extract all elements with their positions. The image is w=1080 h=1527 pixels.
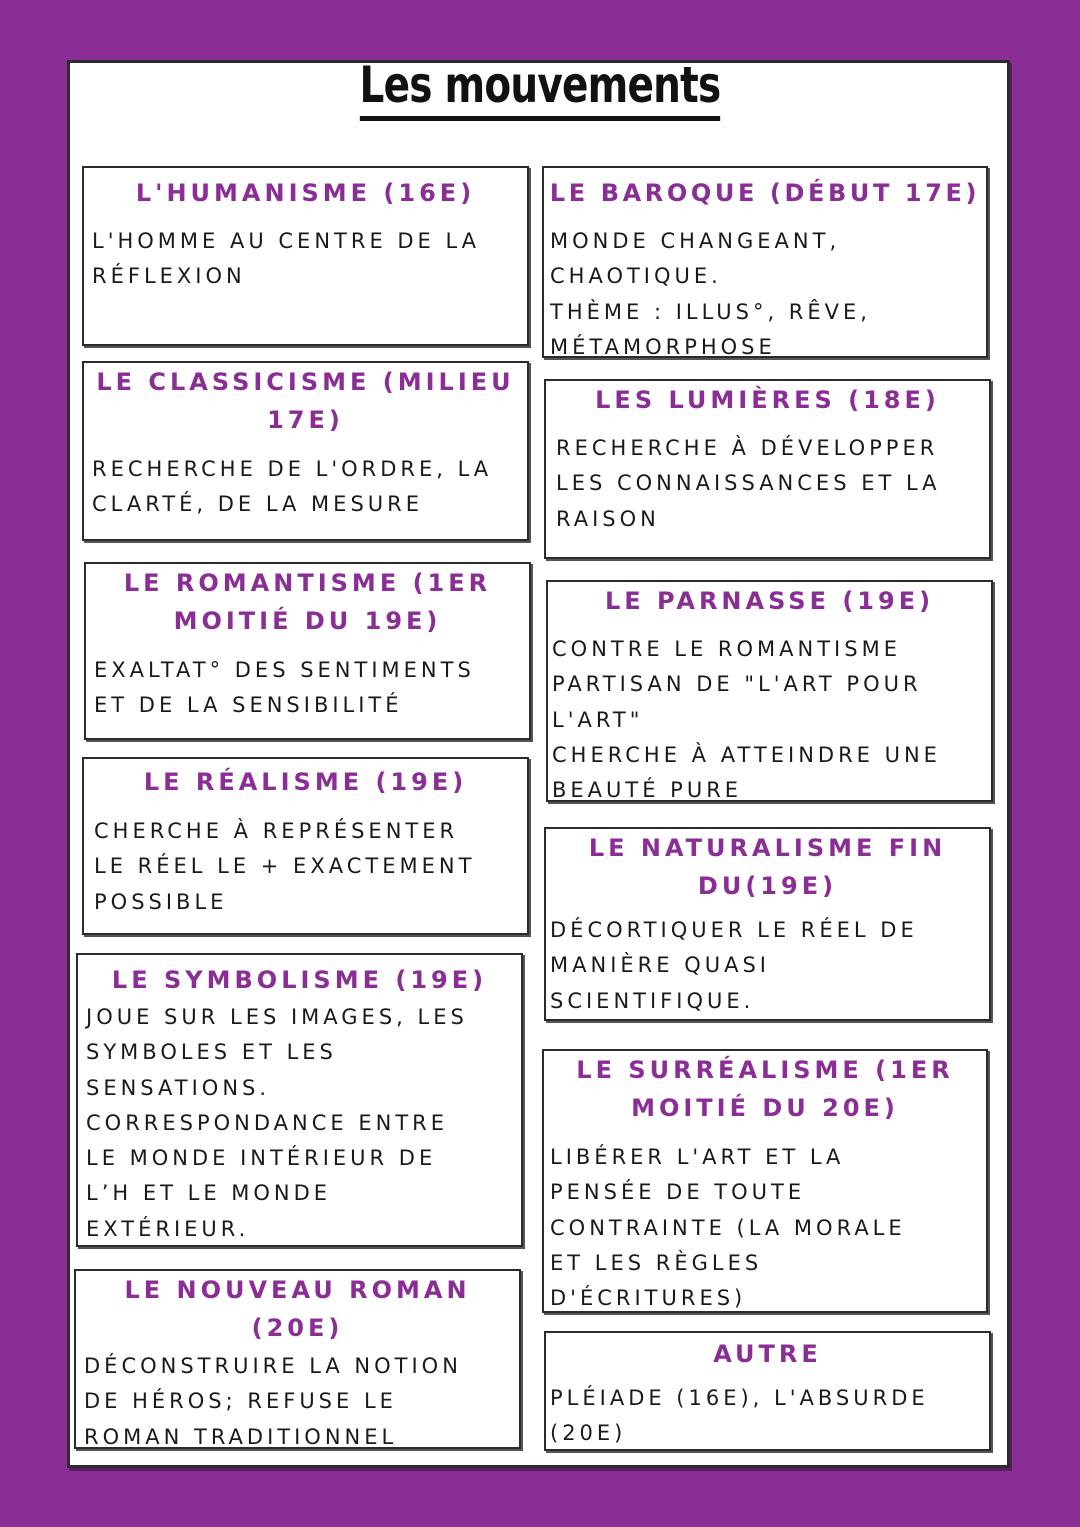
card-surrealisme [542,1049,988,1313]
card-lumieres [544,379,991,559]
card-classicisme [82,361,529,541]
card-heading: LES LUMIÈRES (18E) [595,386,940,414]
card-body: MONDE CHANGEANT, CHAOTIQUE. THÈME : ILLUS°, RÊVE, MÉTAMORPHOSE [550,229,871,358]
card-heading: LE NATURALISME FIN DU(19E) [588,834,947,900]
card-heading: LE SYMBOLISME (19E) [111,966,488,994]
card-heading: L'HUMANISME (16E) [135,179,476,207]
card-body: L'HOMME AU CENTRE DE LA RÉFLEXION [92,229,481,289]
card-nouveau-roman [74,1269,521,1449]
card-heading: LE ROMANTISME (1ER MOITIÉ DU 19E) [123,569,492,635]
card-body: RECHERCHE À DÉVELOPPER LES CONNAISSANCES ET LA RAISON [556,436,941,531]
card-body: PLÉIADE (16E), L'ABSURDE (20E) [550,1386,929,1446]
card-realisme [82,757,529,935]
page-title-text: Les mouvements [360,54,721,121]
card-baroque [542,166,988,358]
card-heading: LE CLASSICISME (MILIEU 17E) [96,368,515,434]
card-body: DÉCORTIQUER LE RÉEL DE MANIÈRE QUASI SCIENTIFIQUE. [550,918,918,1013]
card-body: CHERCHE À REPRÉSENTER LE RÉEL LE + EXACTEMENT POSSIBLE [94,819,476,914]
card-body: EXALTAT° DES SENTIMENTS ET DE LA SENSIBILITÉ [94,658,475,718]
card-humanisme [82,166,529,346]
card-autre [544,1331,991,1451]
card-heading: LE BAROQUE (DÉBUT 17E) [549,179,981,207]
card-body: RECHERCHE DE L'ORDRE, LA CLARTÉ, DE LA MESURE [92,457,493,517]
card-parnasse [546,580,993,802]
card-heading: LE NOUVEAU ROMAN (20E) [124,1276,471,1342]
card-heading: AUTRE [713,1340,822,1368]
card-naturalisme [544,827,991,1021]
card-heading: LE SURRÉALISME (1ER MOITIÉ DU 20E) [576,1056,954,1122]
card-heading: LE PARNASSE (19E) [604,587,935,615]
card-heading: LE RÉALISME (19E) [143,768,468,796]
card-romantisme [84,562,531,740]
card-body: JOUE SUR LES IMAGES, LES SYMBOLES ET LES SENSATIONS. CORRESPONDANCE ENTRE LE MONDE INTÉRIEUR DE L’H ET LE MONDE EXTÉRIEUR. [86,1005,468,1241]
page-title [119,54,961,121]
card-symbolisme [76,953,523,1247]
card-body: DÉCONSTRUIRE LA NOTION DE HÉROS; REFUSE LE ROMAN TRADITIONNEL [84,1354,462,1449]
card-body: LIBÉRER L'ART ET LA PENSÉE DE TOUTE CONTRAINTE (LA MORALE ET LES RÈGLES D'ÉCRITURES) [550,1145,906,1311]
card-body: CONTRE LE ROMANTISME PARTISAN DE "L'ART POUR L'ART" CHERCHE À ATTEINDRE UNE BEAUTÉ PURE [552,637,941,802]
